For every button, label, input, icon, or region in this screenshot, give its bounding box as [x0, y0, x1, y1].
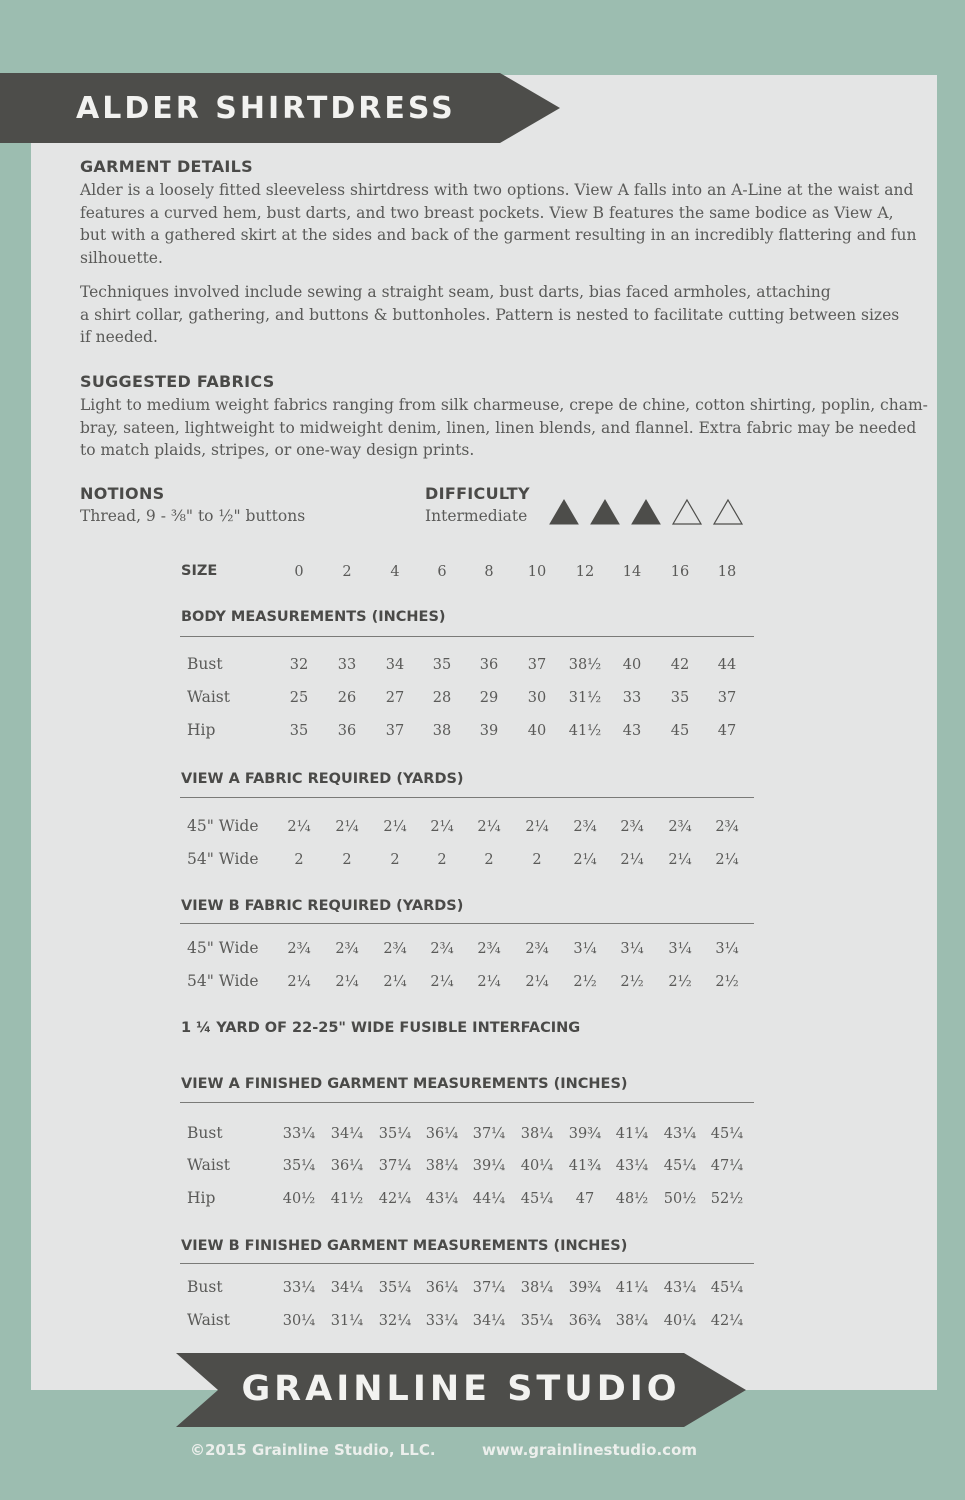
divider — [180, 923, 754, 924]
table-cell: 40¼ — [663, 1313, 697, 1329]
table-cell: 32 — [289, 657, 309, 673]
row-label: Bust — [187, 655, 223, 673]
table-cell: 2¾ — [525, 941, 549, 957]
row-label: Waist — [187, 1311, 230, 1329]
difficulty-triangle-empty — [671, 498, 703, 526]
table-cell: 43 — [622, 723, 642, 739]
view-a-fabric-heading: VIEW A FABRIC REQUIRED (YARDS) — [181, 771, 464, 787]
table-cell: 37¼ — [378, 1158, 412, 1174]
table-cell: 39 — [479, 723, 499, 739]
table-cell: 2 — [437, 852, 447, 868]
table-cell: 2¾ — [430, 941, 454, 957]
table-cell: 25 — [289, 690, 309, 706]
row-label: Hip — [187, 1189, 216, 1207]
size-value: 12 — [575, 564, 595, 580]
table-cell: 39¼ — [472, 1158, 506, 1174]
row-label: Bust — [187, 1124, 223, 1142]
table-cell: 35¼ — [520, 1313, 554, 1329]
table-cell: 2¼ — [335, 819, 359, 835]
table-cell: 40 — [622, 657, 642, 673]
page-title: ALDER SHIRTDRESS — [76, 91, 456, 126]
copyright: ©2015 Grainline Studio, LLC. — [190, 1441, 436, 1459]
table-cell: 36 — [479, 657, 499, 673]
table-cell: 36 — [337, 723, 357, 739]
table-cell: 2¼ — [715, 852, 739, 868]
table-cell: 37 — [527, 657, 547, 673]
table-cell: 2¼ — [383, 819, 407, 835]
table-cell: 41¼ — [615, 1126, 649, 1142]
table-cell: 36¼ — [425, 1280, 459, 1296]
table-cell: 38¼ — [520, 1126, 554, 1142]
table-cell: 52½ — [710, 1191, 744, 1207]
table-cell: 2 — [484, 852, 494, 868]
size-value: 0 — [294, 564, 304, 580]
table-cell: 33 — [622, 690, 642, 706]
table-cell: 45¼ — [710, 1280, 744, 1296]
table-cell: 45¼ — [710, 1126, 744, 1142]
table-cell: 41¼ — [615, 1280, 649, 1296]
table-cell: 2¾ — [383, 941, 407, 957]
body-heading: BODY MEASUREMENTS (INCHES) — [181, 609, 446, 625]
text-line: Techniques involved include sewing a straight seam, bust darts, bias faced armholes, attaching — [80, 283, 831, 301]
table-cell: 2¼ — [430, 974, 454, 990]
notions-text: Thread, 9 - ⅜" to ½" buttons — [80, 507, 306, 525]
table-cell: 45¼ — [520, 1191, 554, 1207]
table-cell: 2 — [390, 852, 400, 868]
table-cell: 2½ — [573, 974, 597, 990]
table-cell: 35 — [289, 723, 309, 739]
table-cell: 3¼ — [715, 941, 739, 957]
text-line: but with a gathered skirt at the sides and back of the garment resulting in an incredibly flattering and fun — [80, 226, 917, 244]
difficulty-level: Intermediate — [425, 507, 528, 525]
table-cell: 2¾ — [477, 941, 501, 957]
table-cell: 2¼ — [383, 974, 407, 990]
table-cell: 37 — [385, 723, 405, 739]
table-cell: 2 — [342, 852, 352, 868]
table-cell: 28 — [432, 690, 452, 706]
row-label: 45" Wide — [187, 939, 259, 957]
view-b-fabric-heading: VIEW B FABRIC REQUIRED (YARDS) — [181, 898, 464, 914]
divider — [180, 797, 754, 798]
table-cell: 37¼ — [472, 1280, 506, 1296]
table-cell: 31½ — [568, 690, 602, 706]
size-value: 14 — [622, 564, 642, 580]
website-link[interactable]: www.grainlinestudio.com — [482, 1441, 698, 1459]
table-cell: 44 — [717, 657, 737, 673]
difficulty-triangle-empty — [712, 498, 744, 526]
table-cell: 38¼ — [425, 1158, 459, 1174]
table-cell: 35 — [432, 657, 452, 673]
table-cell: 42¼ — [378, 1191, 412, 1207]
suggested-fabrics-heading: SUGGESTED FABRICS — [80, 372, 275, 391]
table-cell: 37 — [717, 690, 737, 706]
table-cell: 38 — [432, 723, 452, 739]
garment-details-text — [80, 179, 917, 269]
row-label: Waist — [187, 1156, 230, 1174]
size-value: 10 — [527, 564, 547, 580]
text-line: bray, sateen, lightweight to midweight denim, linen, linen blends, and flannel. Extra fabric may be needed — [80, 418, 917, 437]
table-cell: 43¼ — [615, 1158, 649, 1174]
table-cell: 34¼ — [330, 1126, 364, 1142]
table-cell: 2¼ — [477, 974, 501, 990]
row-label: Hip — [187, 721, 216, 739]
table-cell: 43¼ — [425, 1191, 459, 1207]
title-banner — [0, 73, 560, 143]
table-cell: 44¼ — [472, 1191, 506, 1207]
interfacing-note: 1 ¼ YARD OF 22-25" WIDE FUSIBLE INTERFACING — [181, 1020, 581, 1036]
table-cell: 3¼ — [620, 941, 644, 957]
view-a-finished-heading: VIEW A FINISHED GARMENT MEASUREMENTS (INCHES) — [181, 1076, 628, 1092]
table-cell: 2½ — [715, 974, 739, 990]
table-cell: 43¼ — [663, 1126, 697, 1142]
row-label: Bust — [187, 1278, 223, 1296]
row-label: 45" Wide — [187, 817, 259, 835]
table-cell: 45 — [670, 723, 690, 739]
text-line: features a curved hem, bust darts, and two breast pockets. View B features the same bodice as View A, — [80, 203, 894, 222]
table-cell: 2¼ — [668, 852, 692, 868]
table-cell: 36¾ — [568, 1313, 602, 1329]
text-line: a shirt collar, gathering, and buttons & buttonholes. Pattern is nested to facilitate cutting between sizes — [80, 305, 900, 324]
difficulty-heading: DIFFICULTY — [425, 484, 530, 503]
table-cell: 38½ — [568, 657, 602, 673]
table-cell: 42¼ — [710, 1313, 744, 1329]
table-cell: 38¼ — [615, 1313, 649, 1329]
brand-banner — [176, 1353, 746, 1427]
table-cell: 35¼ — [282, 1158, 316, 1174]
notions-heading: NOTIONS — [80, 484, 165, 503]
divider — [180, 1263, 754, 1264]
size-value: 16 — [670, 564, 690, 580]
table-cell: 35¼ — [378, 1280, 412, 1296]
text-line: Light to medium weight fabrics ranging from silk charmeuse, crepe de chine, cotton shirting, poplin, cham- — [80, 396, 928, 414]
table-cell: 2 — [294, 852, 304, 868]
table-cell: 34 — [385, 657, 405, 673]
size-value: 6 — [437, 564, 447, 580]
row-label: 54" Wide — [187, 972, 259, 990]
table-cell: 50½ — [663, 1191, 697, 1207]
table-cell: 48½ — [615, 1191, 649, 1207]
view-b-finished-heading: VIEW B FINISHED GARMENT MEASUREMENTS (INCHES) — [181, 1238, 628, 1254]
table-cell: 33 — [337, 657, 357, 673]
table-cell: 2¼ — [525, 974, 549, 990]
text-line: if needed. — [80, 328, 158, 346]
table-cell: 33¼ — [425, 1313, 459, 1329]
table-cell: 33¼ — [282, 1126, 316, 1142]
table-cell: 36¼ — [330, 1158, 364, 1174]
table-cell: 2¼ — [335, 974, 359, 990]
table-cell: 34¼ — [472, 1313, 506, 1329]
table-cell: 41½ — [330, 1191, 364, 1207]
table-cell: 47 — [717, 723, 737, 739]
row-label: 54" Wide — [187, 850, 259, 868]
table-cell: 36¼ — [425, 1126, 459, 1142]
table-cell: 37¼ — [472, 1126, 506, 1142]
table-cell: 2¼ — [430, 819, 454, 835]
size-value: 18 — [717, 564, 737, 580]
garment-details-heading: GARMENT DETAILS — [80, 157, 253, 176]
table-cell: 41½ — [568, 723, 602, 739]
size-value: 8 — [484, 564, 494, 580]
table-cell: 35¼ — [378, 1126, 412, 1142]
table-cell: 38¼ — [520, 1280, 554, 1296]
table-cell: 34¼ — [330, 1280, 364, 1296]
table-cell: 3¼ — [573, 941, 597, 957]
table-cell: 41¾ — [568, 1158, 602, 1174]
table-cell: 2¾ — [620, 819, 644, 835]
table-cell: 42 — [670, 657, 690, 673]
table-cell: 26 — [337, 690, 357, 706]
table-cell: 2¼ — [287, 974, 311, 990]
table-cell: 47¼ — [710, 1158, 744, 1174]
table-cell: 2 — [532, 852, 542, 868]
size-value: 4 — [390, 564, 400, 580]
table-cell: 40½ — [282, 1191, 316, 1207]
size-value: 2 — [342, 564, 352, 580]
table-cell: 2¾ — [573, 819, 597, 835]
suggested-fabrics-text — [80, 394, 928, 462]
table-cell: 2¼ — [525, 819, 549, 835]
table-cell: 2¾ — [335, 941, 359, 957]
table-cell: 3¼ — [668, 941, 692, 957]
table-cell: 2¼ — [620, 852, 644, 868]
table-cell: 39¾ — [568, 1280, 602, 1296]
table-cell: 31¼ — [330, 1313, 364, 1329]
table-cell: 32¼ — [378, 1313, 412, 1329]
table-cell: 2½ — [620, 974, 644, 990]
table-cell: 47 — [575, 1191, 595, 1207]
divider — [180, 636, 754, 637]
table-cell: 30¼ — [282, 1313, 316, 1329]
table-cell: 2¼ — [287, 819, 311, 835]
table-cell: 2¼ — [573, 852, 597, 868]
table-cell: 35 — [670, 690, 690, 706]
table-cell: 2¾ — [287, 941, 311, 957]
table-cell: 39¾ — [568, 1126, 602, 1142]
table-cell: 2¾ — [715, 819, 739, 835]
table-cell: 30 — [527, 690, 547, 706]
brand-name: GRAINLINE STUDIO — [241, 1369, 681, 1409]
difficulty-triangle-filled — [548, 498, 580, 526]
table-cell: 45¼ — [663, 1158, 697, 1174]
table-cell: 33¼ — [282, 1280, 316, 1296]
table-cell: 40¼ — [520, 1158, 554, 1174]
text-line: silhouette. — [80, 248, 163, 267]
table-cell: 43¼ — [663, 1280, 697, 1296]
table-cell: 40 — [527, 723, 547, 739]
table-cell: 27 — [385, 690, 405, 706]
difficulty-triangle-filled — [589, 498, 621, 526]
table-cell: 29 — [479, 690, 499, 706]
techniques-text — [80, 281, 899, 349]
table-cell: 2¾ — [668, 819, 692, 835]
table-cell: 2½ — [668, 974, 692, 990]
divider — [180, 1102, 754, 1103]
row-label: Waist — [187, 688, 230, 706]
table-cell: 2¼ — [477, 819, 501, 835]
size-label: SIZE — [181, 563, 218, 579]
text-line: to match plaids, stripes, or one-way design prints. — [80, 441, 475, 459]
difficulty-triangle-filled — [630, 498, 662, 526]
text-line: Alder is a loosely fitted sleeveless shirtdress with two options. View A falls into an A-Line at the waist and — [80, 181, 914, 199]
